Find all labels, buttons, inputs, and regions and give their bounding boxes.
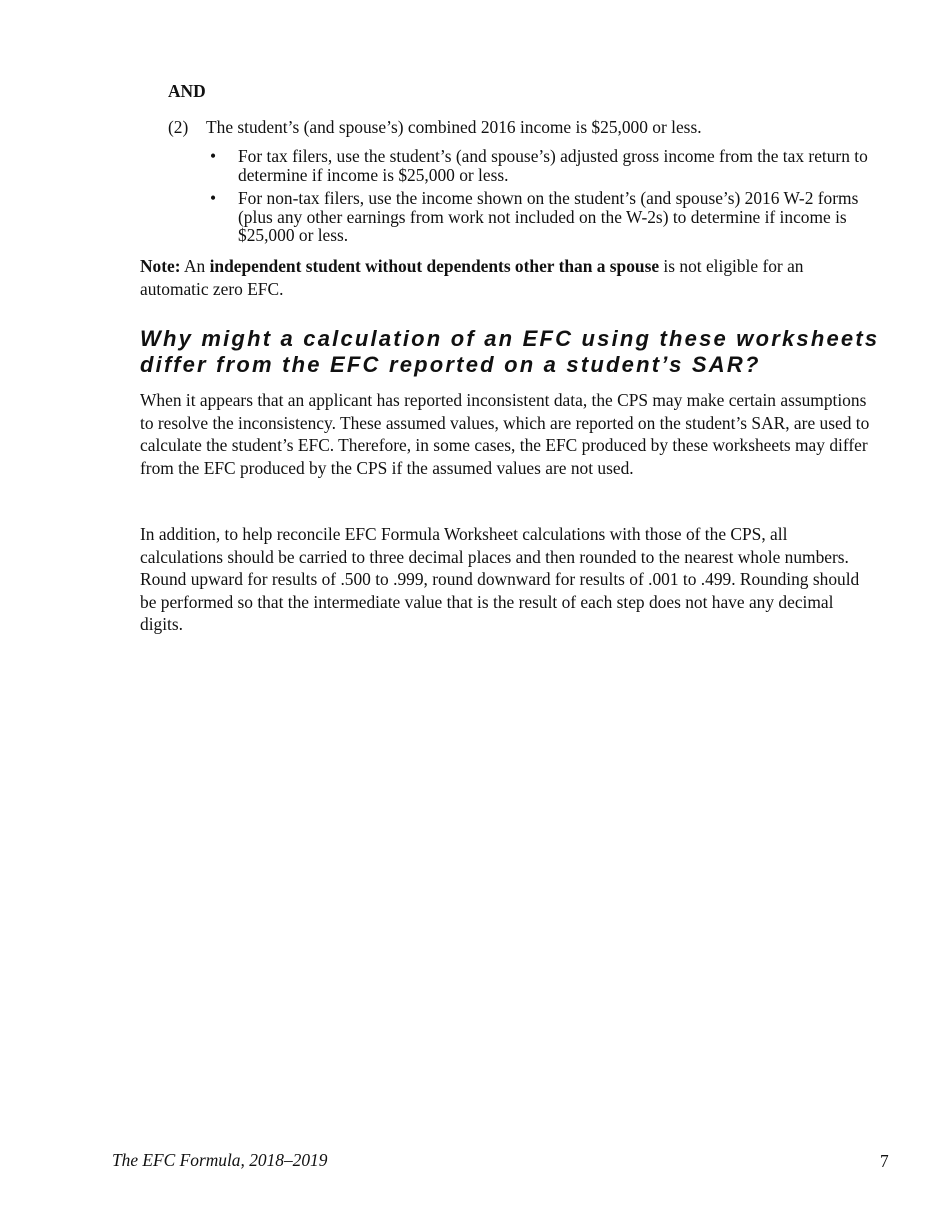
condition-text: The student’s (and spouse’s) combined 2016 income is $25,000 or less. [206, 117, 702, 137]
footer-page-number: 7 [880, 1151, 889, 1171]
bullet-icon: • [210, 188, 217, 208]
and-heading: AND [168, 81, 206, 101]
bullet-text: For non-tax filers, use the income shown on the student’s (and spouse’s) 2016 W-2 forms (plus any other earnings from work not included on the W-2s) to determine if income is $25,000 or less. [238, 188, 859, 245]
note-emphasis: independent student without dependents other than a spouse [209, 256, 660, 276]
note-paragraph [140, 255, 870, 300]
note-label: Note: [140, 256, 181, 276]
paragraph-rounding: In addition, to help reconcile EFC Formula Worksheet calculations with those of the CPS, all calculations should be carried to three decimal places and then rounded to the nearest whole numbers. Round upward for results of .500 to .999, round downward for results of .001 to .499. Rounding should be performed so that the intermediate value that is the result of each step does not have any decimal digits. [140, 524, 860, 635]
bullet-icon: • [210, 146, 217, 166]
section-heading: Why might a calculation of an EFC using these worksheets differ from the EFC reported on a student’s SAR? [140, 326, 880, 377]
condition-item-2 [168, 116, 702, 139]
note-pre: An [180, 256, 210, 276]
paragraph-inconsistent-data: When it appears that an applicant has reported inconsistent data, the CPS may make certain assumptions to resolve the inconsistency. These assumed values, which are reported on the student’s SAR, are used to calculate the student’s EFC. Therefore, in some cases, the EFC produced by these worksheets may differ from the EFC produced by the CPS if the assumed values are not used. [140, 390, 870, 478]
condition-number: (2) [168, 117, 189, 137]
bullet-item-tax-filers [210, 147, 870, 184]
note-post: is not eligible for an automatic zero EFC. [140, 256, 804, 299]
bullet-text: For tax filers, use the student’s (and spouse’s) adjusted gross income from the tax return to determine if income is $25,000 or less. [238, 146, 868, 185]
bullet-item-non-tax-filers [210, 189, 870, 245]
footer-document-title: The EFC Formula, 2018–2019 [112, 1150, 328, 1170]
